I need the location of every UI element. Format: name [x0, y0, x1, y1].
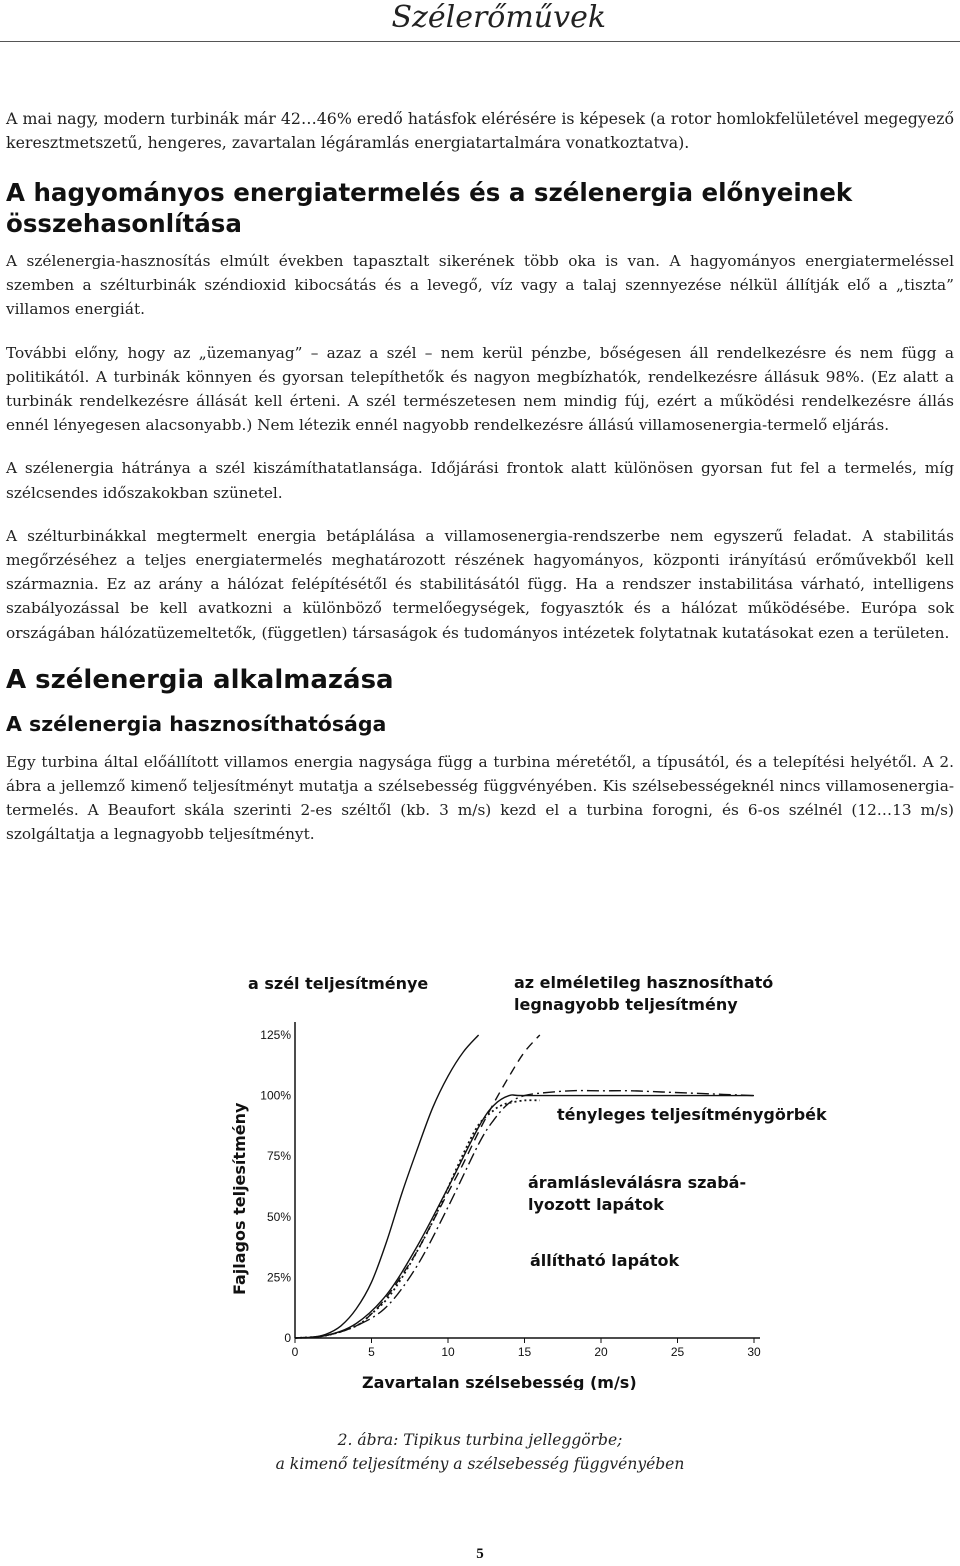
paragraph-drawback: A szélenergia hátránya a szél kiszámíthatatlansága. Időjárási frontok alatt különösen gyorsan fut fel a termelés, míg szélcsendes időszakokban szünetel.	[6, 459, 954, 502]
paragraph-fuel: További előny, hogy az „üzemanyag” – azaz a szél – nem kerül pénzbe, bőségesen áll rendelkezésre és nem függ a politikától. A turbinák könnyen és gyorsan telepíthetők és nagyon megbízhatók, rendelkezésre állásuk 98%. (Ez alatt a turbinák rendelkezésre állását kell érteni. A szél természetesen nem mindig fúj, ezért a működési rendelkezésre állás ennél lényegesen alacsonyabb.) Nem létezik ennél nagyobb rendelkezésre állású villamosenergia-termelő eljárás.	[6, 343, 954, 435]
paragraph-grid: A szélturbinákkal megtermelt energia betáplálása a villamosenergia-rendszerbe nem egyszerű feladat. A stabilitás megőrzéséhez a teljes energiatermelés meghatározott részének hagyományos, központi irányítású erőművekből kell származnia. Ez az arány a hálózat felépítésétől és stabilitásától függ. Ha a rendszer instabilitása várható, intelligens szabályozással be kell avatkozni a különböző termelőegységek, fogyasztók és a hálózat működésébe. Európa sok országában hálózatüzemeltetők, (független) társaságok és tudományos intézetek folytatnak kutatásokat ezen a területen.	[6, 526, 954, 642]
curve-series-4	[295, 1100, 540, 1338]
y-axis-label: Fajlagos teljesítmény	[230, 1102, 249, 1295]
y-tick-label: 125%	[260, 1028, 291, 1042]
x-tick-label: 10	[441, 1345, 455, 1359]
paragraph-advantages: A szélenergia-hasznosítás elmúlt években tapasztalt sikerének több oka is van. A hagyományos energiatermeléssel szemben a szélturbinák széndioxid kibocsátás és a levegő, víz vagy a talaj szennyezése nélkül állítják elő a „tiszta” villamos energiát.	[6, 252, 954, 319]
curve-series-3	[295, 1091, 754, 1338]
figure-caption-line-2: a kimenő teljesítmény a szélsebesség függvényében	[275, 1455, 685, 1473]
paragraph-turbina: Egy turbina által előállított villamos energia nagysága függ a turbina méretétől, a típusától, és a telepítési helyétől. A 2. ábra a jellemző kimenő teljesítményt mutatja a szélsebesség függvényében. Kis szélsebességeknél nincs villamosenergia-termelés. A Beaufort skála szerinti 2-es széltől (kb. 3 m/s) kezd el a turbina forogni, és 6-os szélnél (12…13 m/s) szolgáltatja a legnagyobb teljesítményt.	[6, 752, 954, 844]
curve-series-5	[295, 1095, 754, 1338]
annotation-stall-1: áramlásleválásra szabá-	[528, 1173, 747, 1192]
x-tick-label: 5	[368, 1345, 375, 1359]
annotation-actual-curves: tényleges teljesítménygörbék	[557, 1105, 827, 1124]
x-tick-label: 30	[747, 1345, 761, 1359]
y-tick-label: 100%	[260, 1088, 291, 1103]
x-tick-label: 20	[594, 1345, 608, 1359]
x-ticks	[292, 1338, 761, 1359]
x-tick-label: 25	[670, 1345, 685, 1359]
page-number: 5	[476, 1546, 484, 1562]
figure-caption-line-1: 2. ábra: Tipikus turbina jelleggörbe;	[337, 1431, 623, 1449]
heading-comparison: A hagyományos energiatermelés és a szélenergia előnyeinek összehasonlítása	[6, 178, 853, 238]
running-header-title: Szélerőművek	[391, 0, 606, 35]
heading-application: A szélenergia alkalmazása	[6, 664, 394, 695]
x-axis-label: Zavartalan szélsebesség (m/s)	[362, 1373, 637, 1390]
power-curve-figure	[0, 960, 960, 1390]
x-tick-label: 0	[291, 1345, 299, 1359]
y-tick-label: 75%	[266, 1149, 291, 1164]
figure-caption	[0, 1428, 960, 1476]
annotation-stall-2: lyozott lapátok	[528, 1195, 664, 1214]
x-tick-label: 15	[517, 1345, 532, 1359]
header-rule	[0, 41, 960, 42]
annotation-wind-power: a szél teljesítménye	[248, 974, 429, 993]
power-curve-chart	[0, 960, 960, 1390]
y-tick-label: 25%	[266, 1270, 291, 1285]
annotation-pitch: állítható lapátok	[530, 1251, 680, 1270]
annotation-theoretical-2: legnagyobb teljesítmény	[514, 995, 738, 1014]
annotation-theoretical-1: az elméletileg hasznosítható	[514, 973, 774, 992]
curve-series-2	[295, 1035, 540, 1338]
heading-usability: A szélenergia hasznosíthatósága	[6, 711, 387, 736]
document-body	[6, 107, 954, 866]
y-tick-label: 50%	[266, 1209, 291, 1224]
y-tick-label: 0	[284, 1331, 291, 1345]
y-ticks	[260, 1028, 291, 1345]
paragraph-efficiency: A mai nagy, modern turbinák már 42…46% eredő hatásfok elérésére is képesek (a rotor homlokfelületével megegyező keresztmetszetű, hengeres, zavartalan légáramlás energiatartalmára vonatkoztatva).	[6, 109, 954, 152]
